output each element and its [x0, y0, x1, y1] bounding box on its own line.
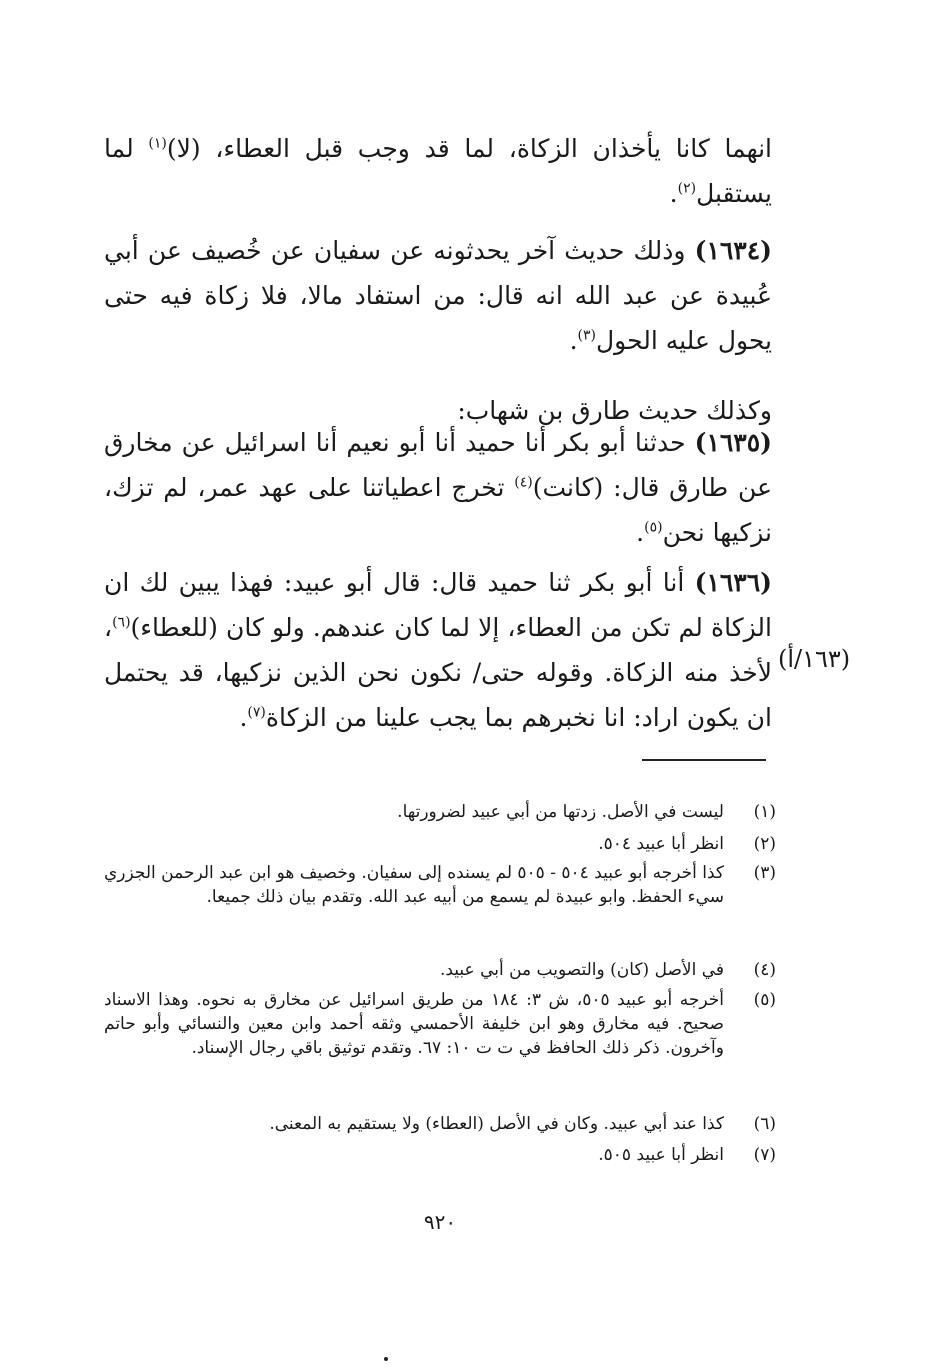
tariq-heading: وكذلك حديث طارق بن شهاب: [457, 396, 772, 425]
paragraph-1635: (١٦٣٥) حدثنا أبو بكر أنا حميد أنا أبو نعيم أنا اسرائيل عن مخارق عن طارق قال: (كانت)$^{(٤)}$ تخرج اعطياتنا على عهد عمر، لم تزك، نزكيها نحن$^{(٥)}$. [104, 428, 772, 547]
footnote-text: في الأصل (كان) والتصويب من أبي عبيد. [439, 960, 724, 980]
footnote-ref-2[interactable]: (٢) [677, 180, 697, 197]
footnote-divider [642, 759, 766, 761]
footnote-ref-7[interactable]: (٧) [247, 704, 266, 721]
paragraph-intro: انهما كانا يأخذان الزكاة، لما قد وجب قبل العطاء، (لا)$^{(١)}$ لما يستقبل$^{(٢)}$. [104, 134, 772, 208]
paragraph-1634: (١٦٣٤) وذلك حديث آخر يحدثونه عن سفيان عن خُصيف عن أبي عُبيدة عن عبد الله انه قال: من استفاد مالا، فلا زكاة فيه حتى يحول عليه الحول$^{(٣)}$. [104, 236, 772, 355]
footnote-4 [104, 958, 776, 982]
footnote-number: (٧) [753, 1145, 776, 1165]
hadith-number: (١٦٣٤) [694, 236, 772, 265]
footnote-ref-1[interactable]: (١) [148, 135, 167, 152]
footnote-ref-5[interactable]: (٥) [644, 519, 663, 536]
footnote-6 [104, 1112, 776, 1136]
footnote-3 [104, 861, 776, 909]
footnote-number: (٤) [753, 960, 776, 980]
scan-speck [384, 1357, 388, 1361]
paragraph-1636: (١٦٣٦) أنا أبو بكر ثنا حميد قال: قال أبو عبيد: فهذا يبين لك ان الزكاة لم تكن من العطاء، إلا لما كان عندهم. ولو كان (للعطاء)$^{(٦)}$، لأخذ منه الزكاة. وقوله حتى/ نكون نحن الذين نزكيها، قد يحتمل ان يكون اراد: انا نخبرهم بما يجب علينا من الزكاة$^{(٧)}$. [104, 568, 773, 732]
footnote-text: انظر أبا عبيد ٥٠٤. [598, 834, 724, 854]
manuscript-folio-marker: (١٦٣/أ) [778, 645, 851, 673]
footnote-number: (٦) [753, 1114, 776, 1134]
footnote-number: (٣) [753, 863, 776, 883]
footnote-7 [104, 1143, 776, 1167]
footnote-text: كذا أخرجه أبو عبيد ٥٠٤ - ٥٠٥ لم يسنده إلى سفيان. وخصيف هو ابن عبد الرحمن الجزري سيء الحفظ. وابو عبيدة لم يسمع من أبيه عبد الله. وتقدم بيان ذلك جميعا. [104, 863, 724, 907]
footnote-2 [104, 832, 776, 856]
footnote-text: أخرجه أبو عبيد ٥٠٥، ش ٣: ١٨٤ من طريق اسرائيل عن مخارق به نحوه. وهذا الاسناد صحيح. فيه مخارق وهو ابن خليفة الأحمسي وثقه أحمد وابن معين والنسائي وأبو حاتم وآخرون. ذكر ذلك الحافظ في ت ت ١٠: ٦٧. وتقدم توثيق باقي رجال الإسناد. [104, 990, 725, 1058]
footnote-number: (٢) [753, 834, 776, 854]
footnote-ref-6[interactable]: (٦) [112, 614, 131, 631]
footnote-ref-4[interactable]: (٤) [514, 474, 533, 491]
footnote-text: انظر أبا عبيد ٥٠٥. [598, 1145, 724, 1165]
footnote-ref-3[interactable]: (٣) [577, 327, 596, 344]
footnote-number: (٥) [753, 990, 776, 1010]
page-number: ٩٢٠ [423, 1210, 457, 1234]
footnote-1 [104, 800, 776, 824]
hadith-number: (١٦٣٦) [694, 568, 773, 597]
footnote-number: (١) [753, 802, 776, 822]
footnote-text: كذا عند أبي عبيد. وكان في الأصل (العطاء) ولا يستقيم به المعنى. [269, 1114, 724, 1134]
hadith-number: (١٦٣٥) [694, 428, 772, 457]
footnote-text: ليست في الأصل. زدتها من أبي عبيد لضرورتها. [397, 802, 724, 822]
footnote-5 [104, 988, 776, 1060]
